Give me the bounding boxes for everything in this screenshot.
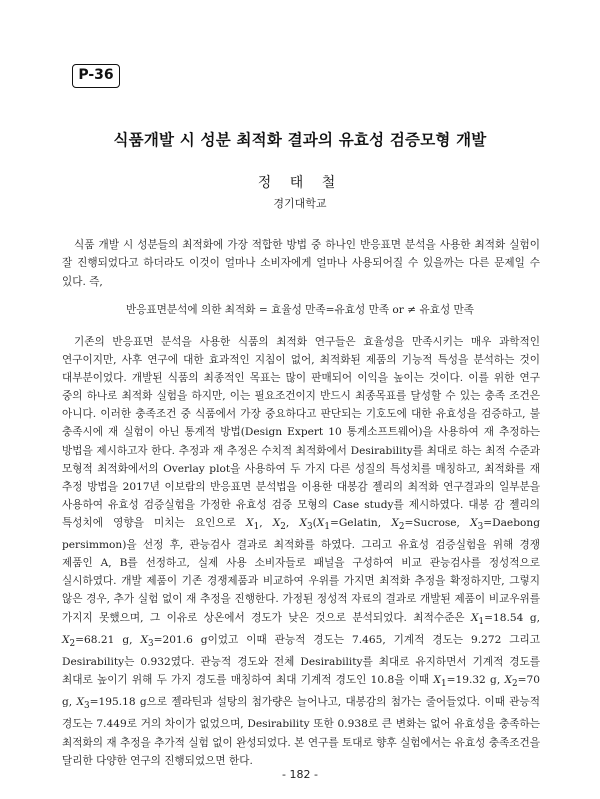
- intro-paragraph: 식품 개발 시 성분들의 최적화에 가장 적합한 방법 중 하나인 반응표면 분석을 사용한 최적화 실험이 잘 진행되었다고 하더라도 이것이 얼마나 소비자에게 얼마나 사용되어질 수 있을까는 다른 문제일 수 있다. 즉,: [62, 239, 540, 288]
- poster-number-badge: P-36: [72, 64, 120, 88]
- affiliation: 경기대학교: [273, 197, 327, 210]
- paper-title: 식품개발 시 성분 최적화 결과의 유효성 검증모형 개발: [113, 131, 487, 149]
- author-name: 정 태 철: [257, 175, 343, 191]
- body-paragraph: 기존의 반응표면 분석을 사용한 식품의 최적화 연구들은 효율성을 만족시키는 매우 과학적인 연구이지만, 사후 연구에 대한 효과적인 지침이 없어, 최적화된 제품의 기능적 특성을 분석하는 것이 대부분이었다. 개발된 식품의 최종적인 목표는 많이 판매되어 이익을 높이는 것이다. 이를 위한 연구 중의 하나로 최적화 실험을 하지만, 이는 필요조건이지 반드시 최종목표를 달성할 수 있는 충족 조건은 아니다. 이러한 충족조건 중 식품에서 가장 중요하다고 판단되는 기호도에 대한 유효성을 검증하고, 불 충족시에 재 실험이 아닌 통계적 방법(Design Expert 10 통계소프트웨어)을 사용하여 재 추정하는 방법을 제시하고자 한다. 추정과 재 추정은 수치적 최적화에서 Desirability를 최대로 하는 최적 수준과 모형적 최적화에서의 Overlay plot을 사용하여 두 가지 다른 성질의 특성치를 매칭하고, 최적화를 재 추정 방법을 2017년 이보람의 반응표면 분석법을 이용한 대봉감 젤리의 최적화 연구결과의 일부분을 사용하여 유효성 검증실험을 가정한 유효성 검증 모형의 Case study를 제시하였다. 대봉 감 젤리의 특성치에 영향을 미치는 요인으로 $X_1$, $X_2$, $X_3(X_1=Gelatin$, $X_2=Sucrose$, $X_3=Daebong$ persimmon)을 선정 후, 관능검사 결과로 최적화를 하였다. 그리고 유효성 검증실험을 위해 경쟁 제품인 A, B를 선정하고, 실제 사용 소비자들로 패널을 구성하여 비교 관능검사를 정성적으로 실시하였다. 개발 제품이 기존 경쟁제품과 비교하여 우위를 가지면 최적화 추정을 확정하지만, 그렇지 않은 경우, 추가 실험 없이 재 추정을 진행한다. 가정된 정성적 자료의 결과로 개발된 제품이 비교우위를 가지지 못했으며, 그 이유로 상온에서 경도가 낮은 것으로 분석되었다. 최적수준은 $X_1=18.54$ g, $X_2=68.21$ g, $X_3=201.6$ g이었고 이때 관능적 경도는 7.465, 기계적 경도는 9.272 그리고 Desirability는 0.932였다. 관능적 경도와 전체 Desirability를 최대로 유지하면서 기계적 경도를 최대로 높이기 위해 두 가지 경도를 매칭하여 최대 기계적 경도인 10.8을 이때 $X_1=19.32$ g, $X_2=70$ g, $X_3=195.18$ g으로 젤라틴과 설탕의 첨가량은 늘어나고, 대봉감의 첨가는 줄어들었다. 이때 관능적 경도는 7.449로 거의 차이가 없었으며, Desirability 또한 0.938로 큰 변화는 없어 유효성을 충족하는 최적화의 재 추정을 추가적 실험 없이 완성되었다. 본 연구를 토대로 향후 실험에서는 유효성 충족조건을 달리한 다양한 연구의 진행되었으면 한다.: [62, 336, 540, 767]
- formula-line: 반응표면분석에 의한 최적화 = 효율성 만족=유효성 만족 or ≠ 유효성 만족: [125, 304, 475, 316]
- page-number: - 182 -: [282, 768, 318, 781]
